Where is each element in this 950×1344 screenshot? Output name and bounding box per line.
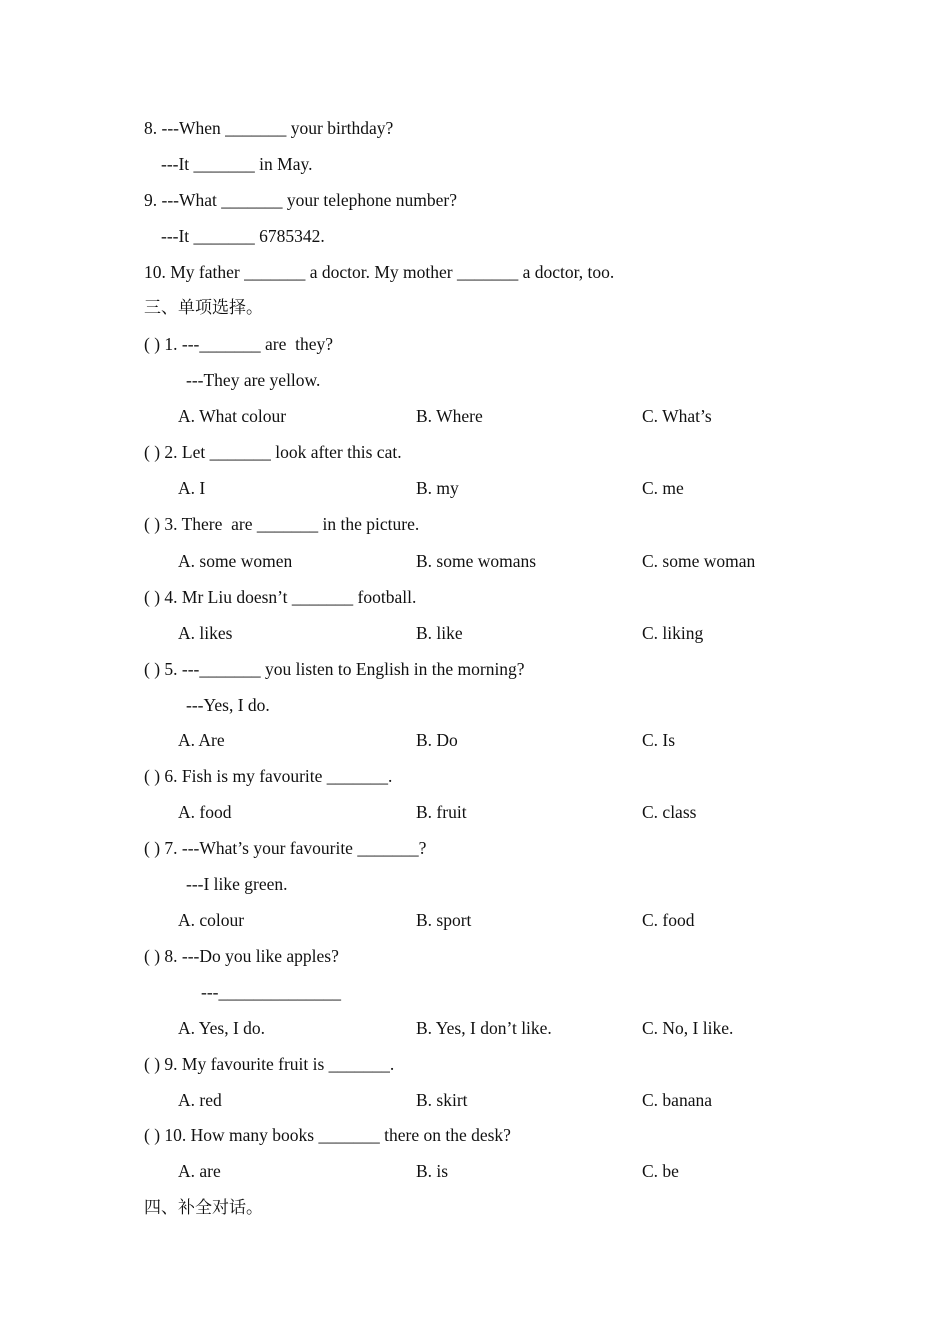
mc-option-3b: B. some womans <box>416 551 537 571</box>
mc-option-7a: A. colour <box>178 910 245 930</box>
mc-option-6b: B. fruit <box>416 802 467 822</box>
mc-question-8: ( ) 8. ---Do you like apples? <box>144 946 339 966</box>
mc-option-10a: A. are <box>178 1161 221 1181</box>
mc-question-3: ( ) 3. There are _______ in the picture. <box>144 514 420 534</box>
mc-option-9c: C. banana <box>642 1090 712 1110</box>
mc-option-4c: C. liking <box>642 623 704 643</box>
mc-option-8a: A. Yes, I do. <box>178 1018 266 1038</box>
fill-in-question-8: 8. ---When _______ your birthday? <box>144 118 394 138</box>
mc-option-5a: A. Are <box>178 730 225 750</box>
mc-option-5b: B. Do <box>416 730 458 750</box>
mc-option-2a: A. I <box>178 478 206 498</box>
fill-in-answer-8: ---It _______ in May. <box>161 154 313 174</box>
fill-in-answer-9: ---It _______ 6785342. <box>161 226 325 246</box>
mc-option-3a: A. some women <box>178 551 293 571</box>
mc-question-6: ( ) 6. Fish is my favourite _______. <box>144 766 393 786</box>
mc-question-5: ( ) 5. ---_______ you listen to English in the morning? <box>144 659 525 679</box>
mc-reply-8: ---______________ <box>201 982 341 1002</box>
mc-reply-1: ---They are yellow. <box>186 370 321 390</box>
mc-option-7c: C. food <box>642 910 695 930</box>
mc-question-4: ( ) 4. Mr Liu doesn’t _______ football. <box>144 587 417 607</box>
mc-question-7: ( ) 7. ---What’s your favourite _______? <box>144 838 427 858</box>
mc-option-4b: B. like <box>416 623 463 643</box>
mc-option-9a: A. red <box>178 1090 222 1110</box>
mc-option-4a: A. likes <box>178 623 233 643</box>
mc-option-7b: B. sport <box>416 910 472 930</box>
mc-option-1a: A. What colour <box>178 406 287 426</box>
mc-option-9b: B. skirt <box>416 1090 468 1110</box>
mc-option-6c: C. class <box>642 802 697 822</box>
mc-option-5c: C. Is <box>642 730 676 750</box>
mc-option-1b: B. Where <box>416 406 483 426</box>
mc-question-1: ( ) 1. ---_______ are they? <box>144 334 334 354</box>
mc-option-1c: C. What’s <box>642 406 712 426</box>
mc-option-2c: C. me <box>642 478 684 498</box>
mc-option-2b: B. my <box>416 478 459 498</box>
mc-reply-5: ---Yes, I do. <box>186 695 270 715</box>
mc-option-8b: B. Yes, I don’t like. <box>416 1018 552 1038</box>
fill-in-question-10: 10. My father _______ a doctor. My mother _______ a doctor, too. <box>144 262 615 282</box>
mc-question-2: ( ) 2. Let _______ look after this cat. <box>144 442 402 462</box>
mc-option-10c: C. be <box>642 1161 679 1181</box>
mc-option-10b: B. is <box>416 1161 449 1181</box>
mc-option-8c: C. No, I like. <box>642 1018 734 1038</box>
section-3-title: 三、单项选择。 <box>144 298 263 318</box>
fill-in-question-9: 9. ---What _______ your telephone number? <box>144 190 457 210</box>
mc-question-9: ( ) 9. My favourite fruit is _______. <box>144 1054 395 1074</box>
mc-option-6a: A. food <box>178 802 232 822</box>
mc-option-3c: C. some woman <box>642 551 756 571</box>
section-4-title: 四、补全对话。 <box>144 1198 263 1218</box>
mc-reply-7: ---I like green. <box>186 874 288 894</box>
mc-question-10: ( ) 10. How many books _______ there on the desk? <box>144 1125 511 1145</box>
